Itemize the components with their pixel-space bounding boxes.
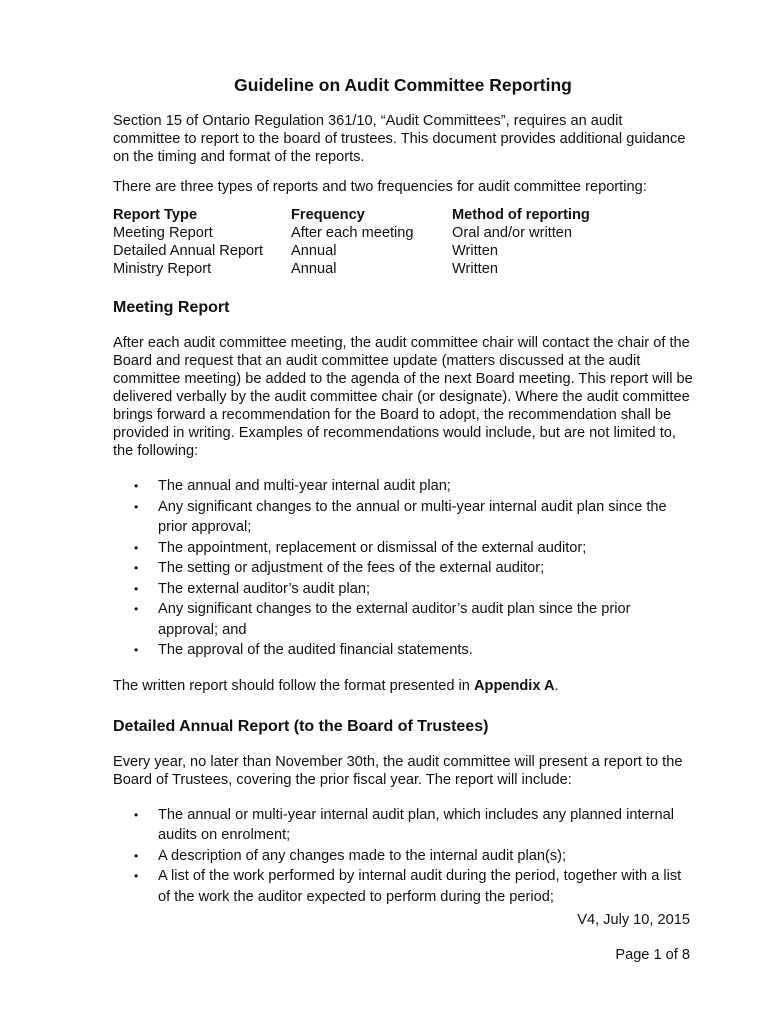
meeting-recommendations-list — [113, 476, 693, 661]
list-item: • The annual or multi-year internal audit plan, which includes any planned internal audits on enrolment; — [134, 806, 674, 843]
list-item: • The external auditor’s audit plan; — [158, 579, 693, 600]
meeting-report-paragraph: After each audit committee meeting, the audit committee chair will contact the chair of the Board and request that an audit committee update (matters discussed at the audit committee meeting) be added to the agenda of the next Board meeting. This report will be delivered verbally by the audit committee chair (or designate). Where the audit committee brings forward a recommendation for the Board to adopt, the recommendation shall be provided in writing. Examples of recommendations would include, but are not limited to, the following: — [113, 335, 693, 459]
annual-report-heading: Detailed Annual Report (to the Board of Trustees) — [113, 717, 489, 735]
bullet-icon: • — [134, 561, 139, 575]
bullet-icon: • — [134, 869, 139, 883]
bullet-icon: • — [134, 540, 139, 555]
table-cell: Ministry Report — [113, 261, 212, 277]
written-report-note: The written report should follow the format presented in Appendix A. — [113, 677, 559, 694]
bullet-icon: • — [134, 581, 139, 596]
list-item: • The approval of the audited financial statements. — [158, 640, 693, 661]
table-row — [113, 242, 692, 260]
list-item: • Any significant changes to the external auditor’s audit plan since the prior approval; and — [134, 601, 631, 638]
table-header: Report Type — [113, 207, 198, 223]
table-header: Frequency — [291, 207, 365, 223]
list-item: • The setting or adjustment of the fees of the external auditor; — [158, 558, 693, 579]
report-types-table — [113, 206, 692, 278]
table-cell: After each meeting — [291, 225, 414, 241]
table-row — [113, 224, 692, 242]
bullet-icon: • — [134, 499, 139, 514]
table-cell: Oral and/or written — [452, 225, 573, 241]
appendix-a-reference: Appendix A — [473, 677, 555, 694]
table-cell: Written — [452, 243, 498, 259]
table-cell: Annual — [291, 243, 337, 259]
table-header: Method of reporting — [452, 207, 590, 223]
page-title: Guideline on Audit Committee Reporting — [234, 75, 572, 95]
list-item: • The appointment, replacement or dismissal of the external auditor; — [158, 538, 693, 559]
table-cell: Meeting Report — [113, 225, 213, 241]
bullet-icon: • — [134, 807, 139, 822]
table-cell: Annual — [291, 261, 337, 277]
list-item: • A list of the work performed by internal audit during the period, together with a list of the work the auditor expected to perform during the period; — [134, 868, 682, 905]
list-item: • Any significant changes to the annual or multi-year internal audit plan since the prior approval; — [134, 498, 667, 535]
document-body — [113, 74, 693, 923]
table-cell: Detailed Annual Report — [113, 243, 264, 259]
table-header-row — [113, 206, 692, 224]
list-item: • The annual and multi-year internal audit plan; — [158, 476, 693, 497]
bullet-icon: • — [134, 602, 139, 616]
bullet-icon: • — [134, 848, 139, 863]
list-item: • A description of any changes made to the internal audit plan(s); — [158, 846, 693, 867]
meeting-report-heading: Meeting Report — [113, 299, 230, 316]
table-row — [113, 260, 692, 278]
bullet-icon: • — [134, 643, 139, 657]
page-number: Page 1 of 8 — [615, 947, 690, 963]
annual-report-paragraph: Every year, no later than November 30th, the audit committee will present a report to the Board of Trustees, covering the prior fiscal year. The report will include: — [113, 753, 683, 788]
intro-paragraph: Section 15 of Ontario Regulation 361/10, “Audit Committees”, requires an audit committee to report to the board of trustees. This document provides additional guidance on the timing and format of the reports. — [113, 113, 686, 165]
types-intro: There are three types of reports and two frequencies for audit committee reporting: — [113, 179, 647, 195]
table-cell: Written — [452, 261, 498, 277]
bullet-icon: • — [134, 479, 139, 493]
annual-report-list — [113, 805, 693, 908]
version-footer: V4, July 10, 2015 — [577, 912, 690, 928]
